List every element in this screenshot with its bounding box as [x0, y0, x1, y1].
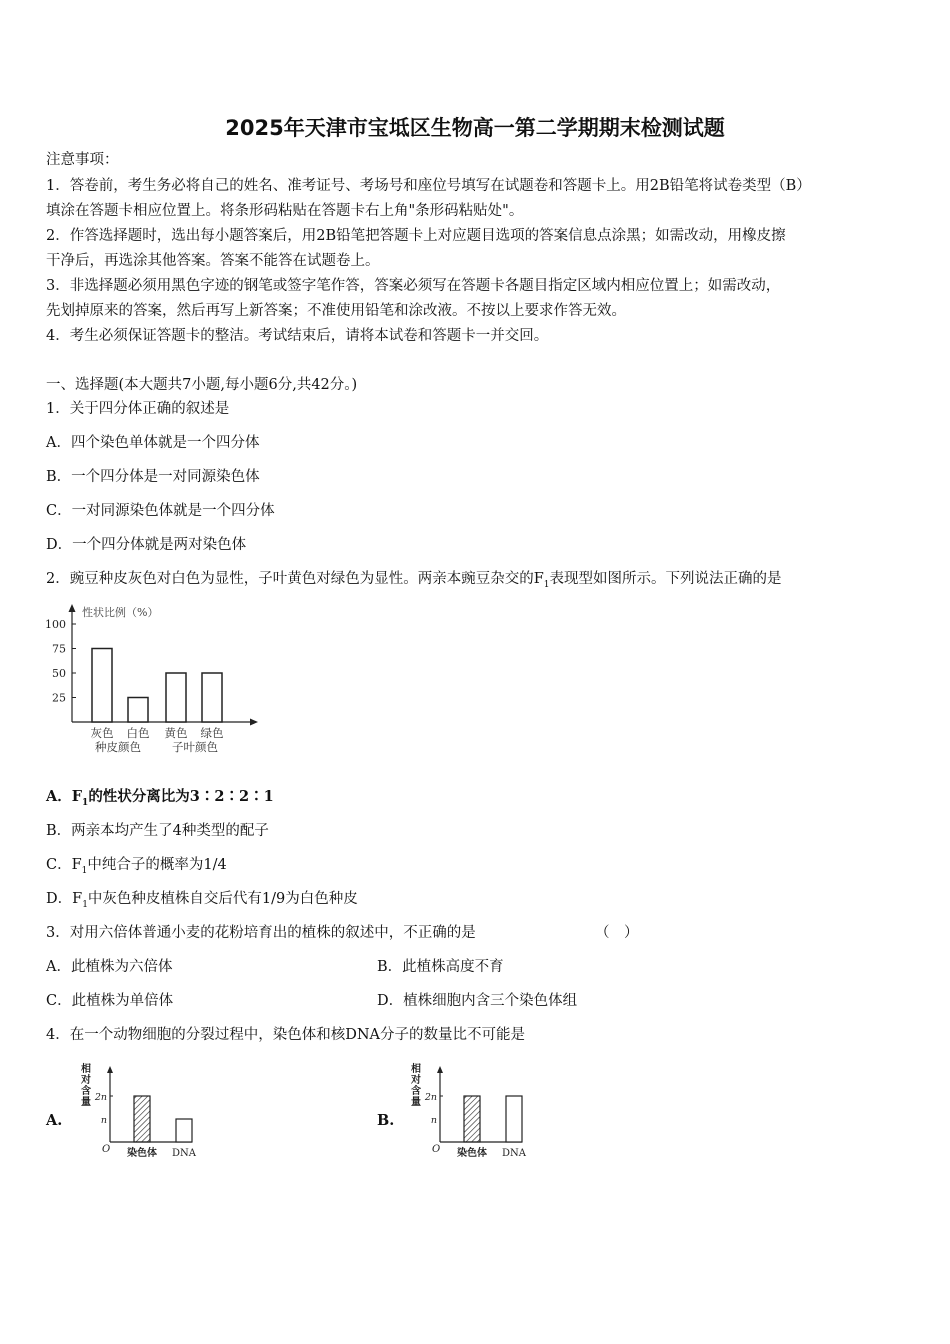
y-tick-label: 25	[52, 691, 66, 705]
question-4-stem: 4．在一个动物细胞的分裂过程中，染色体和核DNA分子的数量比不可能是	[46, 1027, 526, 1043]
notice-heading: 注意事项：	[46, 152, 119, 168]
x-label-chromosome: 染色体	[457, 1148, 487, 1159]
bar-chromosome	[464, 1096, 480, 1142]
question-1-option-d: D．一个四分体就是两对染色体	[46, 537, 247, 553]
category-label: 灰色	[90, 726, 114, 740]
y-axis-arrow	[69, 604, 76, 612]
bar-灰色	[92, 649, 112, 723]
bar-白色	[128, 698, 148, 723]
question-4-option-a-label: A.	[46, 1112, 63, 1129]
notice-line: 4．考生必须保证答题卡的整洁。考试结束后，请将本试卷和答题卡一并交回。	[46, 328, 549, 344]
origin-label: O	[102, 1144, 111, 1155]
question-3-option-a: A．此植株为六倍体	[46, 959, 173, 975]
notice-line: 3．非选择题必须用黑色字迹的钢笔或签字笔作答，答案必须写在答题卡各题目指定区域内相应位置上；如需改动，	[46, 278, 781, 294]
section-heading: 一、选择题(本大题共7小题,每小题6分,共42分。)	[46, 377, 358, 393]
option-a-chart	[74, 1062, 214, 1162]
question-3-option-b: B．此植株高度不育	[377, 959, 504, 975]
x-axis-arrow	[250, 719, 258, 726]
option-b-chart	[404, 1062, 544, 1162]
page-title: 2025年天津市宝坻区生物高一第二学期期末检测试题	[225, 116, 725, 140]
y-tick-2n: 2n	[424, 1092, 437, 1103]
question-2-option-a: A．$F_1$的性状分离比为3∶2∶2∶1	[46, 788, 274, 808]
trait-ratio-chart	[40, 598, 280, 763]
question-1-option-b: B．一个四分体是一对同源染色体	[46, 469, 260, 485]
bar-黄色	[166, 673, 186, 722]
y-axis-arrow	[107, 1066, 113, 1073]
chart-title: 性状比例（%）	[82, 606, 159, 619]
question-3-option-c: C．此植株为单倍体	[46, 993, 174, 1009]
y-tick-label: 75	[52, 642, 66, 656]
origin-label: O	[432, 1144, 441, 1155]
y-tick-n: n	[100, 1115, 107, 1126]
question-1-option-c: C．一对同源染色体就是一个四分体	[46, 503, 275, 519]
category-label: 黄色	[164, 726, 188, 740]
bar-dna	[176, 1119, 192, 1142]
bar-绿色	[202, 673, 222, 722]
question-4-option-b-label: B.	[377, 1112, 395, 1129]
bar-dna	[506, 1096, 522, 1142]
y-tick-label: 100	[45, 618, 66, 631]
notice-line: 先划掉原来的答案，然后再写上新答案；不准使用铅笔和涂改液。不按以上要求作答无效。	[46, 303, 626, 319]
question-2-stem: 2．豌豆种皮灰色对白色为显性，子叶黄色对绿色为显性。两亲本豌豆杂交的$F_1$表现型如图所示。下列说法正确的是	[46, 571, 782, 590]
x-label-chromosome: 染色体	[127, 1148, 157, 1159]
question-2-option-c: C．$F_1$中纯合子的概率为1/4	[46, 857, 227, 876]
question-3-stem: 3．对用六倍体普通小麦的花粉培育出的植株的叙述中，不正确的是	[46, 925, 476, 941]
category-label: 白色	[126, 726, 150, 740]
question-1-option-a: A．四个染色单体就是一个四分体	[46, 435, 260, 451]
question-2-option-d: D．$F_1$中灰色种皮植株自交后代有1/9为白色种皮	[46, 891, 358, 910]
category-label: 绿色	[200, 726, 224, 740]
x-label-dna: DNA	[502, 1148, 526, 1159]
bar-chromosome	[134, 1096, 150, 1142]
y-tick-n: n	[430, 1115, 437, 1126]
answer-blank: （ ）	[595, 925, 639, 941]
y-tick-2n: 2n	[94, 1092, 107, 1103]
group-label-seed-coat: 种皮颜色	[95, 740, 141, 754]
x-label-dna: DNA	[172, 1148, 196, 1159]
group-label-cotyledon: 子叶颜色	[172, 740, 218, 754]
question-2-option-b: B．两亲本均产生了4种类型的配子	[46, 823, 269, 839]
notice-line: 1．答卷前，考生务必将自己的姓名、准考证号、考场号和座位号填写在试题卷和答题卡上。用2B铅笔将试卷类型（B）	[46, 178, 811, 194]
question-1-stem: 1．关于四分体正确的叙述是	[46, 401, 230, 417]
y-axis-label: 相对含量	[411, 1064, 421, 1108]
question-3-option-d: D．植株细胞内含三个染色体组	[377, 993, 578, 1009]
notice-line: 干净后，再选涂其他答案。答案不能答在试题卷上。	[46, 253, 380, 269]
notice-line: 2．作答选择题时，选出每小题答案后，用2B铅笔把答题卡上对应题目选项的答案信息点涂黑；如需改动，用橡皮擦	[46, 228, 786, 244]
y-axis-arrow	[437, 1066, 443, 1073]
notice-line: 填涂在答题卡相应位置上。将条形码粘贴在答题卡右上角"条形码粘贴处"。	[46, 203, 524, 219]
y-tick-label: 50	[52, 667, 66, 680]
y-axis-label: 相对含量	[81, 1064, 91, 1108]
